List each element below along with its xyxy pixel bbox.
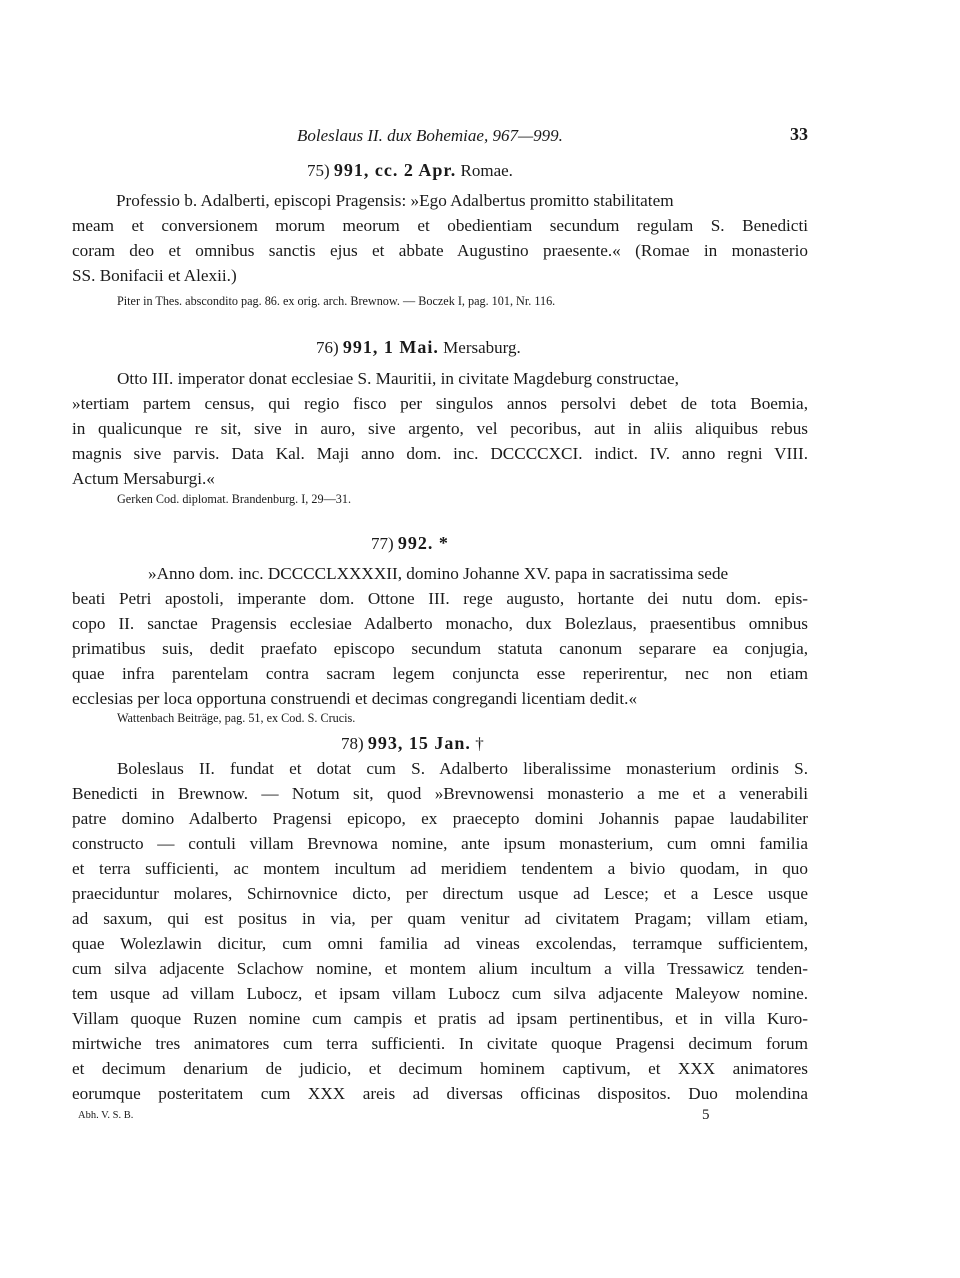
text-line: constructo — contuli villam Brevnowa nomine, ante ipsum monasterium, cum omni familia: [72, 834, 808, 853]
text-line: magnis sive parvis. Data Kal. Maji anno dom. inc. DCCCCXCI. indict. IV. anno regni VIII.: [72, 444, 808, 463]
text-line: praeciduntur molares, Schirnovnice dicto, per directum usque ad Lesce; et a Lesce usque: [72, 884, 808, 903]
text-line: Otto III. imperator donat ecclesiae S. Mauritii, in civitate Magdeburg constructae,: [117, 369, 679, 388]
text-line: copo II. sanctae Pragensis ecclesiae Adalberto monacho, dux Bolezlaus, praesentibus omnibus: [72, 614, 808, 633]
entry-date: 993, 15 Jan.: [367, 733, 471, 753]
text-line: eorumque posteritatem cum XXX areis ad diversas officinas dispositos. Duo molendina: [72, 1084, 808, 1103]
entry-place: †: [470, 734, 484, 753]
text-line: in qualicunque re sit, sive in auro, sive argento, vel pecoribus, aut in aliis aliquibus rebus: [72, 419, 808, 438]
entry-date: 991, cc. 2 Apr.: [333, 160, 457, 180]
text-line: cum silva adjacente Sclachow nomine, et montem alium incultum a villa Tressawicz tenden-: [72, 959, 808, 978]
entry-number: 75): [307, 161, 334, 180]
entry-heading: [316, 337, 521, 358]
entry-heading: [371, 533, 449, 554]
text-line: Actum Mersaburgi.«: [72, 469, 215, 488]
sheet-number: 5: [702, 1107, 710, 1123]
text-line: »Anno dom. inc. DCCCCLXXXXII, domino Johanne XV. papa in sacratissima sede: [148, 564, 729, 583]
text-line: coram deo et omnibus sanctis ejus et abbate Augustino praesente.« (Romae in monasterio: [72, 241, 808, 260]
text-line: ecclesias per loca opportuna construendi et decimas congregandi licentiam dedit.«: [72, 689, 638, 708]
source-citation: Wattenbach Beiträge, pag. 51, ex Cod. S. Crucis.: [117, 711, 356, 725]
text-line: quae Wolezlawin dicitur, cum omni familia ad vineas excolendas, terramque sufficientem,: [72, 934, 808, 953]
text-line: et decimum denarium de judicio, et decimum hominem captivum, et XXX animatores: [72, 1059, 808, 1078]
entry-heading: [307, 160, 513, 181]
text-line: »tertiam partem census, qui regio fisco per singulos annos persolvi debet de tota Boemia,: [72, 394, 808, 413]
entry-date: 992. *: [397, 533, 449, 553]
text-line: SS. Bonifacii et Alexii.): [72, 266, 237, 285]
entry-heading: [341, 733, 484, 754]
text-line: et terra sufficienti, ac montem incultum ad meridiem tendentem a bivio quodam, in quo: [72, 859, 808, 878]
page-number: 33: [790, 124, 808, 144]
source-citation: Piter in Thes. abscondito pag. 86. ex orig. arch. Brewnow. — Boczek I, pag. 101, Nr. 116.: [117, 294, 556, 308]
text-line: tem usque ad villam Lubocz, et ipsam villam Lubocz cum silva adjacente Maleyow nomine.: [72, 984, 808, 1003]
text-line: meam et conversionem morum meorum et obedientiam secundum regulam S. Benedicti: [72, 216, 808, 235]
entry-number: 78): [341, 734, 368, 753]
text-line: quae infra parentelam contra sacram legem conjuncta esse reperirentur, nec non etiam: [72, 664, 808, 683]
text-line: Villam quoque Ruzen nomine cum campis et pratis ad ipsam pertinentibus, et in villa Kuro-: [72, 1009, 808, 1028]
entry-place: Romae.: [456, 161, 513, 180]
text-line: beati Petri apostoli, imperante dom. Ottone III. rege augusto, hortante dei nutu dom. epis-: [72, 589, 808, 608]
text-line: Benedicti in Brewnow. — Notum sit, quod »Brevnowensi monasterio a me et a venerabili: [72, 784, 808, 803]
entry-date: 991, 1 Mai.: [342, 337, 439, 357]
text-line: primatibus suis, dedit praefato episcopo secundum statuta canonum separare ea conjugia,: [72, 639, 808, 658]
text-line: mirtwiche tres animatores cum terra sufficienti. In civitate quoque Pragensi decimum forum: [72, 1034, 808, 1053]
source-citation: Gerken Cod. diplomat. Brandenburg. I, 29—31.: [117, 492, 352, 506]
printer-signature: Abh. V. S. B.: [78, 1110, 134, 1121]
text-line: Boleslaus II. fundat et dotat cum S. Adalberto liberalissime monasterium ordinis S.: [117, 759, 808, 778]
entry-number: 77): [371, 534, 398, 553]
text-line: patre domino Adalberto Pragensi epicopo, ex praecepto domini Johannis papae laudabiliter: [72, 809, 808, 828]
entry-number: 76): [316, 338, 343, 357]
text-line: Professio b. Adalberti, episcopi Pragensis: »Ego Adalbertus promitto stabilitatem: [116, 191, 674, 210]
text-line: ad saxum, qui est positus in via, per quam venitur ad civitatem Pragam; villam etiam,: [72, 909, 808, 928]
running-header: Boleslaus II. dux Bohemiae, 967—999.: [297, 126, 563, 145]
entry-place: Mersaburg.: [438, 338, 521, 357]
